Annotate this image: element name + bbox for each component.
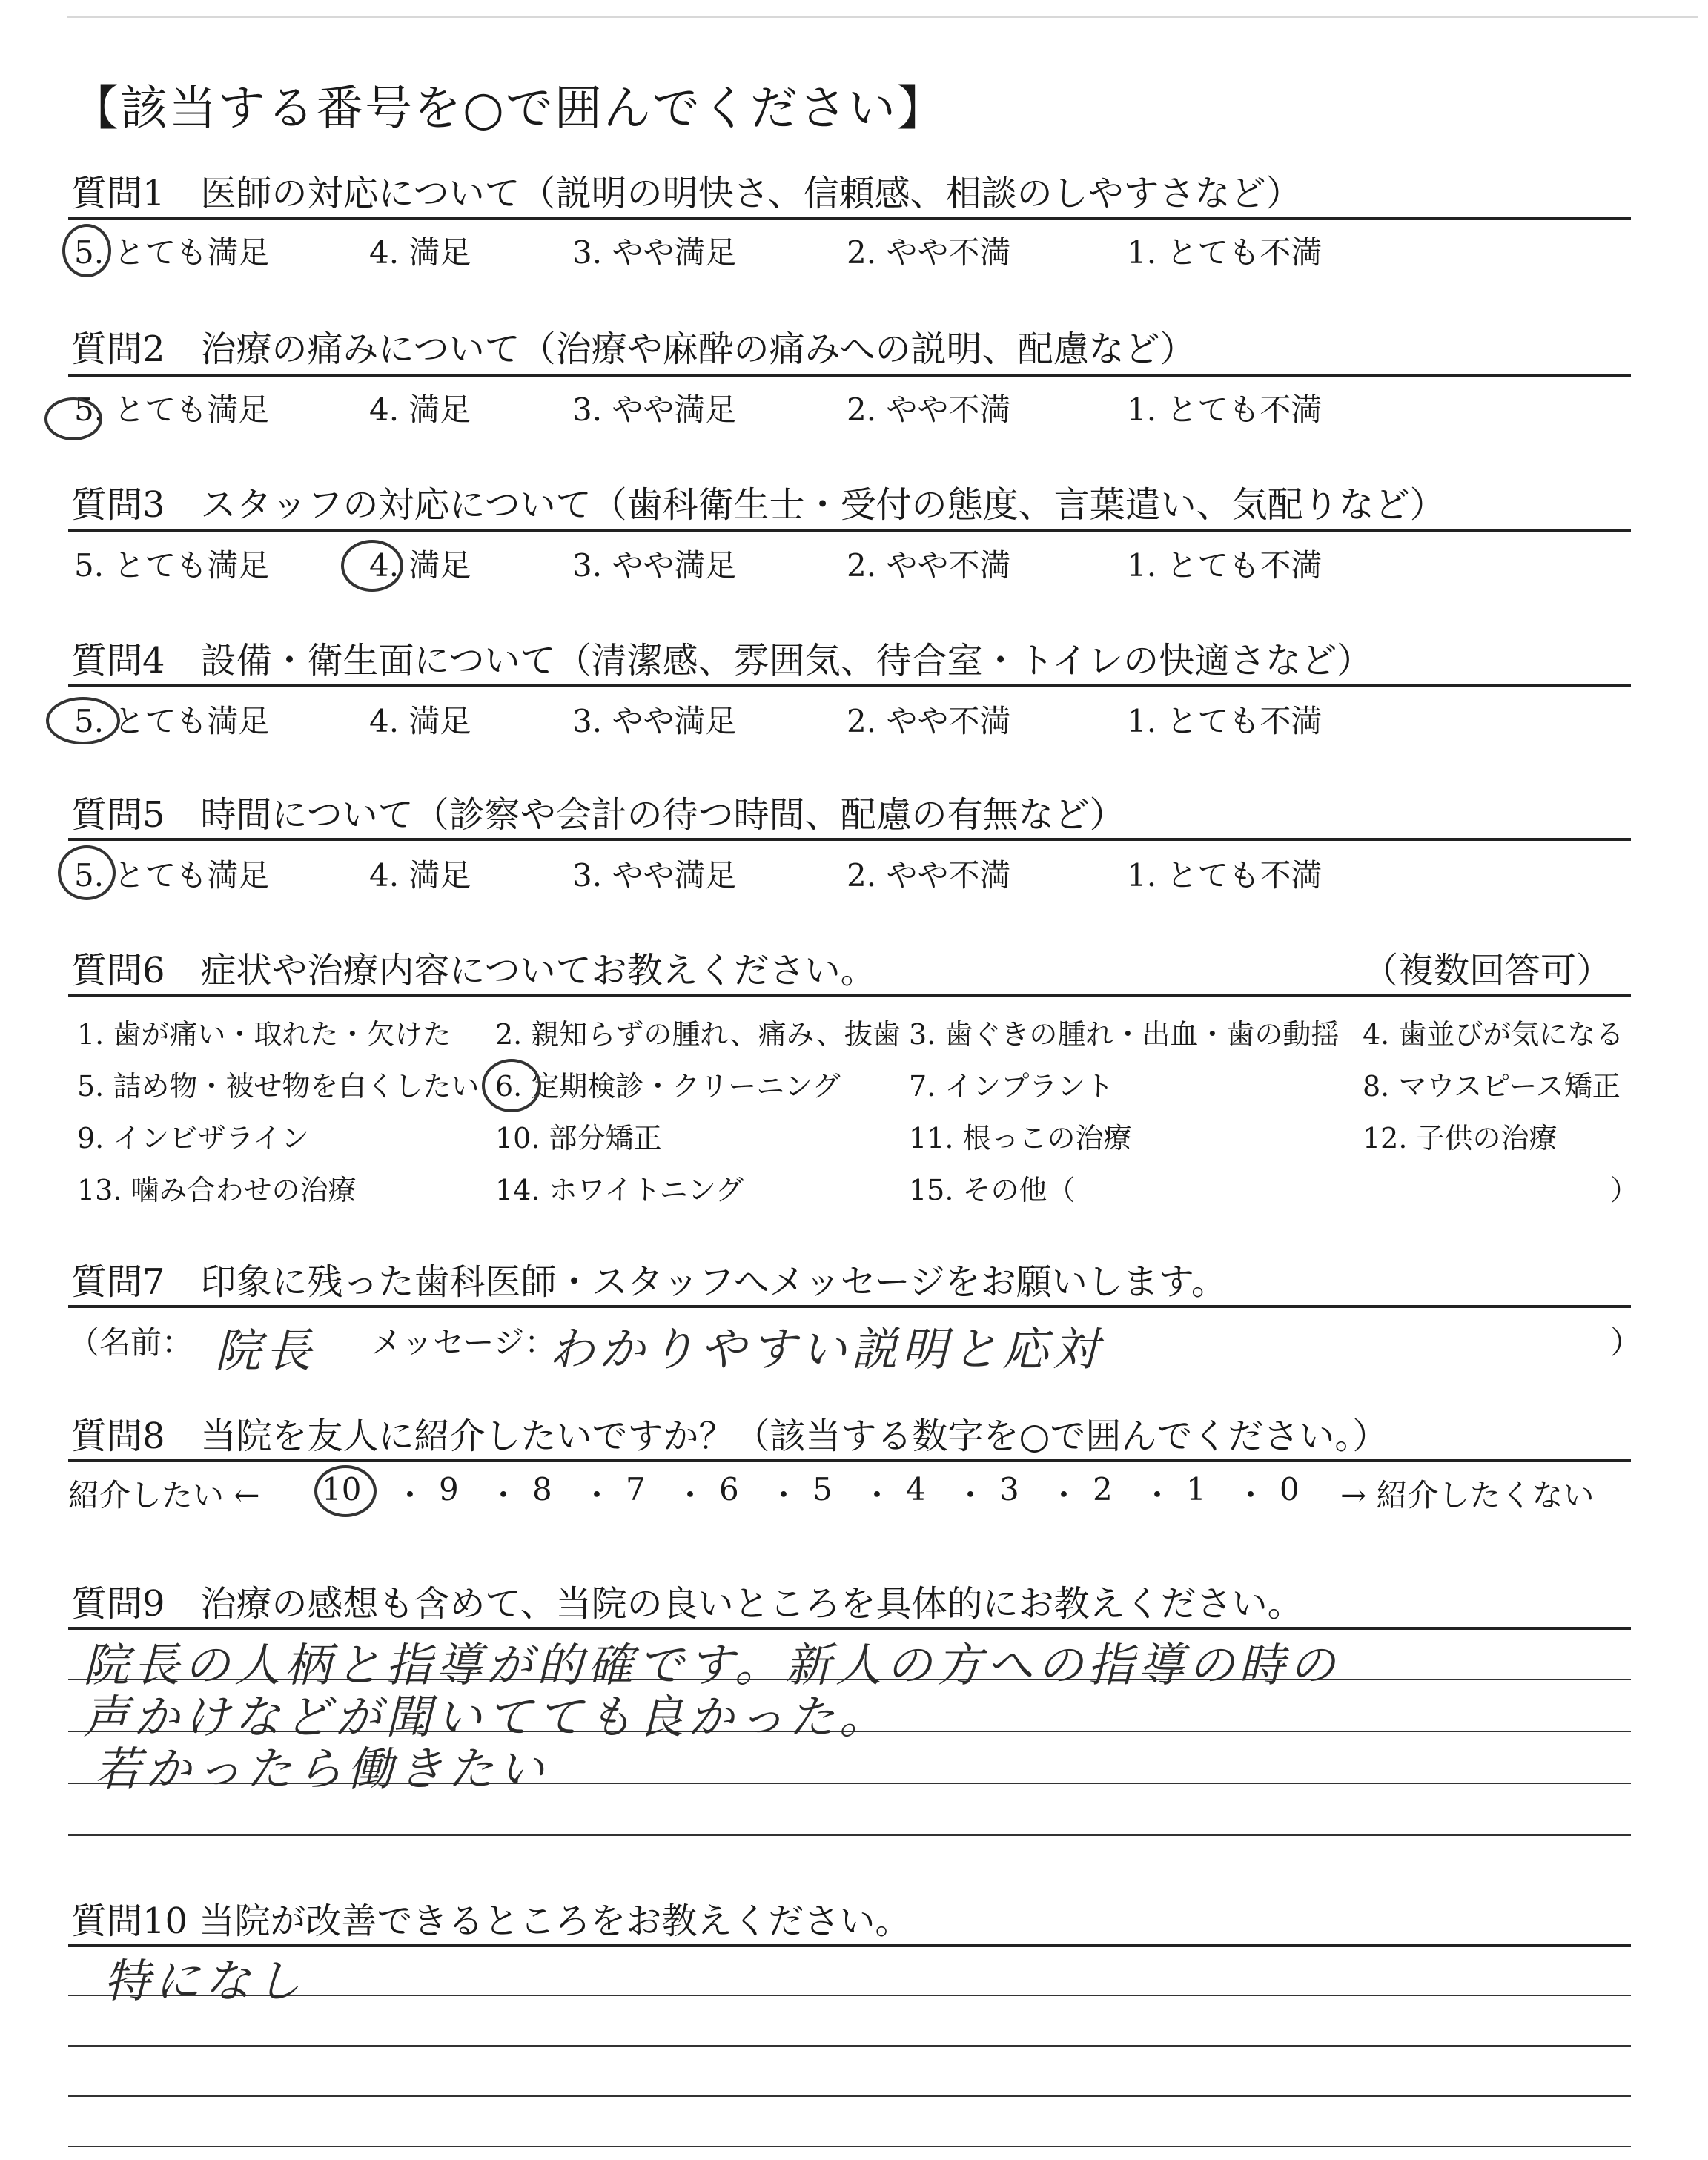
- q10-line: [68, 2045, 1631, 2047]
- q8-heading: 質問8 当院を友人に紹介したいですか？（該当する数字を○で囲んでください。）: [71, 1416, 1388, 1457]
- q8-dot: ・: [488, 1477, 520, 1513]
- q4-option-4[interactable]: 4. 満足: [369, 703, 471, 739]
- q6-selected-circle: [482, 1059, 541, 1112]
- q6-item-15[interactable]: 15. その他（: [909, 1174, 1076, 1206]
- q8-value-5[interactable]: 5: [812, 1471, 833, 1507]
- q8-value-3[interactable]: 3: [999, 1471, 1019, 1507]
- q6-item-3[interactable]: 3. 歯ぐきの腫れ・出血・歯の動揺: [909, 1018, 1340, 1051]
- q6-item-14[interactable]: 14. ホワイトニング: [495, 1174, 744, 1206]
- q8-value-0[interactable]: 0: [1280, 1471, 1300, 1507]
- q8-scale: [68, 1471, 1632, 1516]
- q2-option-4[interactable]: 4. 満足: [369, 392, 471, 428]
- q10-line: [68, 2095, 1631, 2097]
- q2-selected-circle: [44, 397, 102, 440]
- q3-option-5[interactable]: 5. とても満足: [74, 547, 270, 584]
- q8-rule: [68, 1459, 1631, 1462]
- q2-heading: 質問2 治療の痛みについて（治療や麻酔の痛みへの説明、配慮など）: [71, 328, 1196, 370]
- q6-item-5[interactable]: 5. 詰め物・被せ物を白くしたい: [77, 1070, 480, 1103]
- q1-selected-circle: [62, 224, 111, 277]
- q3-option-2[interactable]: 2. やや不満: [847, 547, 1011, 584]
- q9-answer-line-2[interactable]: 声かけなどが聞いてても良かった。: [83, 1690, 890, 1744]
- q9-answer-line-1[interactable]: 院長の人柄と指導が的確です。新人の方への指導の時の: [83, 1638, 1340, 1692]
- form-title: 【該当する番号を○で囲んでください】: [71, 82, 946, 136]
- q10-line: [68, 2146, 1631, 2147]
- q8-dot: ・: [675, 1477, 706, 1513]
- q8-value-4[interactable]: 4: [906, 1471, 926, 1507]
- q6-item-8[interactable]: 8. マウスピース矯正: [1363, 1070, 1621, 1103]
- q6-item-13[interactable]: 13. 噛み合わせの治療: [77, 1174, 357, 1206]
- q8-value-8[interactable]: 8: [532, 1471, 552, 1507]
- q8-value-9[interactable]: 9: [439, 1471, 459, 1507]
- q3-selected-circle: [341, 540, 403, 592]
- q2-option-5[interactable]: 5. とても満足: [74, 392, 270, 428]
- q6-item-9[interactable]: 9. インビザライン: [77, 1122, 310, 1155]
- q5-option-5[interactable]: 5. とても満足: [74, 857, 270, 894]
- q5-heading: 質問5 時間について（診察や会計の待つ時間、配慮の有無など）: [71, 794, 1125, 836]
- q6-item-7[interactable]: 7. インプラント: [909, 1070, 1114, 1103]
- q7-message-value[interactable]: わかりやすい説明と応対: [549, 1322, 1104, 1376]
- q6-item-10[interactable]: 10. 部分矯正: [495, 1122, 662, 1155]
- q8-value-10[interactable]: 10: [322, 1471, 362, 1507]
- q7-rule: [68, 1305, 1631, 1308]
- q7-message-label: メッセージ：: [371, 1324, 556, 1361]
- q8-value-6[interactable]: 6: [719, 1471, 739, 1507]
- q8-dot: ・: [1142, 1477, 1174, 1513]
- q5-selected-circle: [58, 845, 116, 900]
- q8-dot: ・: [394, 1477, 426, 1513]
- top-border: [67, 16, 1698, 18]
- q5-option-2[interactable]: 2. やや不満: [847, 857, 1011, 894]
- q8-dot: ・: [581, 1477, 613, 1513]
- q7-close: ）: [1610, 1324, 1642, 1361]
- q8-dot: ・: [1235, 1477, 1267, 1513]
- q8-dot: ・: [1048, 1477, 1080, 1513]
- q6-item-2[interactable]: 2. 親知らずの腫れ、痛み、抜歯: [495, 1018, 901, 1051]
- q1-option-5[interactable]: 5. とても満足: [74, 234, 270, 271]
- q6-item-1[interactable]: 1. 歯が痛い・取れた・欠けた: [77, 1018, 451, 1051]
- q1-option-2[interactable]: 2. やや不満: [847, 234, 1011, 271]
- q8-value-1[interactable]: 1: [1186, 1471, 1206, 1507]
- q4-option-2[interactable]: 2. やや不満: [847, 703, 1011, 739]
- q6-item-11[interactable]: 11. 根っこの治療: [909, 1122, 1132, 1155]
- q4-heading: 質問4 設備・衛生面について（清潔感、雰囲気、待合室・トイレの快適さなど）: [71, 640, 1373, 681]
- q9-heading: 質問9 治療の感想も含めて、当院の良いところを具体的にお教えください。: [71, 1583, 1303, 1625]
- q4-rule: [68, 684, 1631, 687]
- q6-other-close: ）: [1610, 1174, 1639, 1206]
- q10-heading: 質問10 当院が改善できるところをお教えください。: [71, 1900, 911, 1942]
- q2-option-3[interactable]: 3. やや満足: [572, 392, 737, 428]
- q3-option-1[interactable]: 1. とても不満: [1127, 547, 1323, 584]
- q2-rule: [68, 374, 1631, 377]
- q6-item-12[interactable]: 12. 子供の治療: [1363, 1122, 1558, 1155]
- q8-dot: ・: [768, 1477, 800, 1513]
- q8-left-label: 紹介したい ←: [68, 1477, 260, 1513]
- q1-rule: [68, 217, 1631, 220]
- q6-heading: 質問6 症状や治療内容についてお教えください。: [71, 950, 876, 991]
- q2-option-2[interactable]: 2. やや不満: [847, 392, 1011, 428]
- q1-option-4[interactable]: 4. 満足: [369, 234, 471, 271]
- q6-item-6[interactable]: 6. 定期検診・クリーニング: [495, 1070, 841, 1103]
- q8-value-2[interactable]: 2: [1093, 1471, 1113, 1507]
- q7-name-label: （名前：: [68, 1324, 193, 1361]
- q9-answer-line-3[interactable]: 若かったら働きたい: [95, 1742, 549, 1796]
- q4-option-5[interactable]: 5. とても満足: [74, 703, 270, 739]
- q9-line: [68, 1834, 1631, 1836]
- q5-option-3[interactable]: 3. やや満足: [572, 857, 737, 894]
- q8-selected-circle: [314, 1465, 377, 1517]
- q5-rule: [68, 838, 1631, 841]
- q3-option-3[interactable]: 3. やや満足: [572, 547, 737, 584]
- q10-answer-line-1[interactable]: 特になし: [104, 1954, 306, 2008]
- q4-selected-circle: [46, 697, 120, 744]
- q5-option-4[interactable]: 4. 満足: [369, 857, 471, 894]
- q5-option-1[interactable]: 1. とても不満: [1127, 857, 1323, 894]
- q4-option-1[interactable]: 1. とても不満: [1127, 703, 1323, 739]
- q8-right-label: → 紹介したくない: [1340, 1477, 1595, 1513]
- q3-rule: [68, 529, 1631, 532]
- q6-item-4[interactable]: 4. 歯並びが気になる: [1363, 1018, 1624, 1051]
- q1-heading: 質問1 医師の対応について（説明の明快さ、信頼感、相談のしやすさなど）: [71, 173, 1302, 214]
- q7-heading: 質問7 印象に残った歯科医師・スタッフへメッセージをお願いします。: [71, 1261, 1227, 1303]
- q3-option-4[interactable]: 4. 満足: [369, 547, 471, 584]
- q8-value-7[interactable]: 7: [626, 1471, 646, 1507]
- q1-option-3[interactable]: 3. やや満足: [572, 234, 737, 271]
- q2-option-1[interactable]: 1. とても不満: [1127, 392, 1323, 428]
- q8-dot: ・: [955, 1477, 987, 1513]
- q8-dot: ・: [861, 1477, 893, 1513]
- q4-option-3[interactable]: 3. やや満足: [572, 703, 737, 739]
- q6-rule: [68, 994, 1631, 997]
- q6-note: （複数回答可）: [1363, 950, 1612, 991]
- q3-heading: 質問3 スタッフの対応について（歯科衛生士・受付の態度、言葉遣い、気配りなど）: [71, 484, 1446, 526]
- q1-option-1[interactable]: 1. とても不満: [1127, 234, 1323, 271]
- q7-name-value[interactable]: 院長: [215, 1324, 317, 1378]
